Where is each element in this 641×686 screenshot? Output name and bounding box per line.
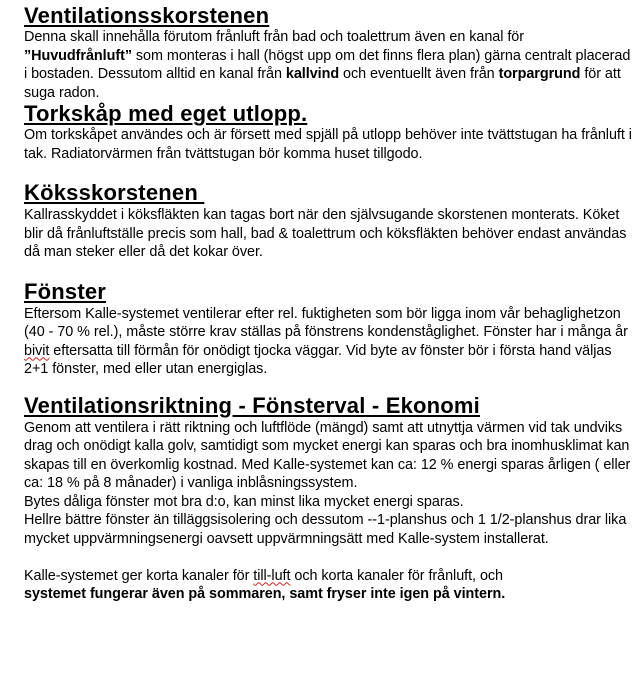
- text-run: Denna skall innehålla förutom frånluft från bad och toalettrum även en kanal för: [24, 29, 524, 45]
- text-bold-kallvind: kallvind: [285, 66, 340, 82]
- heading-koksskorstenen: Köksskorstenen: [24, 180, 205, 205]
- section-fonster: [24, 279, 636, 379]
- paragraph-fonster: [24, 305, 636, 379]
- spacer: [24, 379, 636, 393]
- heading-torkskap: Torkskåp med eget utlopp.: [24, 101, 308, 126]
- paragraph-koksskorstenen: Kallrasskyddet i köksfläkten kan tagas bort när den självsugande skorstenen monterats. Köket blir då frånluftställe precis som hall, bad & toalettrum och köksfläkten behöver endast användas då man steker eller då det kokar över.: [24, 207, 627, 260]
- paragraph-torkskap: Om torkskåpet användes och är försett med spjäll på utlopp behöver inte tvättstugan ha frånluft i tak. Radiatorvärmen från tvättstugan bör komma huset tillgodo.: [24, 127, 632, 162]
- spacer: [24, 262, 636, 279]
- spacer: [24, 163, 636, 180]
- section-torkskap: [24, 102, 636, 163]
- section-ventilationsskorstenen: [24, 4, 636, 102]
- text-run: och korta kanaler för frånluft, och: [290, 567, 504, 584]
- heading-fonster: Fönster: [24, 278, 107, 304]
- text-bold-conclusion: systemet fungerar även på sommaren, samt fryser inte igen på vintern.: [24, 586, 506, 602]
- section-koksskorstenen: [24, 180, 636, 262]
- paragraph-ventilationsriktning-3: Hellre bättre fönster än tilläggsisolering och dessutom --1-planshus och 1 1/2-planshus drar lika mycket uppvärmningsenergi oavsett uppvärmningsätt med Kalle-system installerat.: [24, 512, 627, 547]
- blank-line: [24, 548, 636, 567]
- text-run: och eventuellt även från: [339, 66, 499, 82]
- text-run: Kalle-systemet ger korta kanaler för: [24, 567, 254, 584]
- text-run: för att suga radon.: [24, 66, 621, 101]
- heading-ventilationsskorstenen: Ventilationsskorstenen: [24, 3, 270, 28]
- text-misspelled-bivit: bivit: [24, 342, 50, 359]
- text-bold-huvudfranluft: ”Huvudfrånluft”: [24, 47, 132, 64]
- paragraph-ventilationsriktning-2: Bytes dåliga fönster mot bra d:o, kan minst lika mycket energi sparas.: [24, 493, 464, 510]
- heading-ventilationsriktning: Ventilationsriktning - Fönsterval - Ekonomi: [24, 392, 480, 418]
- text-bold-torpargrund: torpargrund: [498, 66, 581, 82]
- section-ventilationsriktning: [24, 393, 636, 604]
- text-run: som monteras i hall (högst upp om det finns flera plan) gärna centralt placerad i bostaden. Dessutom alltid en kanal från: [24, 47, 631, 82]
- paragraph-ventilationsriktning-4: [24, 567, 636, 604]
- paragraph-ventilationsskorstenen: [24, 28, 636, 102]
- text-misspelled-till-luft: till-luft: [253, 567, 291, 584]
- paragraph-ventilationsriktning-1: Genom att ventilera i rätt riktning och luftflöde (mängd) samt att utnyttja värmen vid tak undviks drag och onödigt kalla golv, samtidigt som mycket energi kan sparas och bra inomhusklimat kan skapas till en överkomlig kostnad. Med Kalle-systemet kan ca: 12 % energi sparas årligen ( eller ca: 18 % på 8 månader) i vanliga inblåsningssystem.: [24, 419, 631, 491]
- text-run: Eftersom Kalle-systemet ventilerar efter rel. fuktigheten som bör ligga inom vår behaglighetzon (40 - 70 % rel.), måste större krav ställas på fönstrens kondenståglighet. Fönster har i många år: [24, 305, 628, 340]
- text-run: eftersatta till förmån för onödigt tjocka väggar. Vid byte av fönster bör i första hand väljas 2+1 fönster, med eller utan energiglas.: [24, 342, 612, 377]
- document-page: [24, 4, 636, 604]
